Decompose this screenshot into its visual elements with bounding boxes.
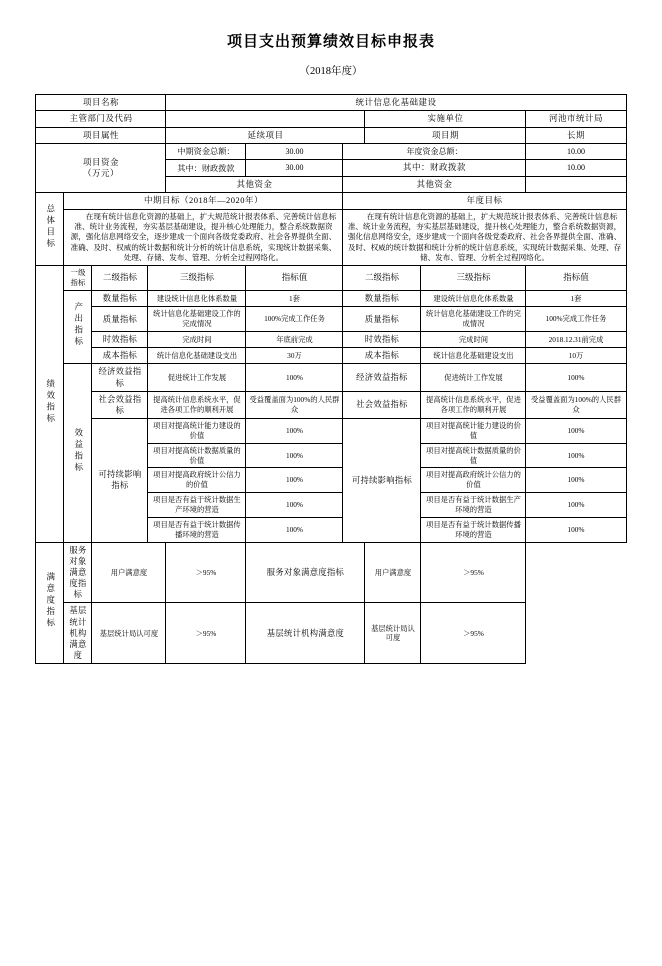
level3-label-b: 提高统计信息系统水平，促进各项工作的顺利开展: [421, 391, 526, 418]
funding-annual-fiscal-label: 其中：财政拨款: [343, 160, 526, 176]
level3-label-b: 统计信息化基础建设工作的完成情况: [421, 307, 526, 332]
indicator-value-b[interactable]: 受益覆盖面为100%的人民群众: [526, 391, 626, 418]
indicator-value[interactable]: 100%: [246, 468, 343, 493]
level2-label: 服务对象满意度指标: [64, 542, 92, 603]
indicator-value[interactable]: 100%: [246, 493, 343, 518]
level3-label: 统计信息化基础建设工作的完成情况: [148, 307, 246, 332]
midterm-goal-text: 在现有统计信息化资源的基础上，扩大规范统计报表体系、完善统计信息标准、统计业务流程，夯实基层基础建设，提升核心处理能力，整合系统数据资源，强化信息网络安全，逐步建成一个面向各级党委政府、社会各界提供全面、准确、及时、权威的统计数据和统计分析的统计信息系统，实现统计数据采集、处理、存储、发布、管理、分析全过程网络化。: [64, 209, 343, 265]
page-title: 项目支出预算绩效目标申报表: [226, 33, 435, 50]
level3-label-b: 促进统计工作发展: [421, 364, 526, 391]
indicator-value-b[interactable]: 2018.12.31前完成: [526, 331, 626, 347]
project-period-label: 项目期: [365, 127, 526, 143]
level3-label-b: 完成时间: [421, 331, 526, 347]
level3-label: 项目对提高统计能力建设的价值: [148, 419, 246, 444]
level3-label: 项目对提高统计数据质量的价值: [148, 443, 246, 468]
overall-goal-label: 总体目标: [36, 193, 64, 266]
implementing-unit-value[interactable]: 河池市统计局: [526, 111, 626, 127]
level3-label: 建设统计信息化体系数量: [148, 291, 246, 307]
funding-midterm-total-label: 中期资金总额：: [166, 144, 246, 160]
indicator-value[interactable]: 100%: [246, 364, 343, 391]
table-row: [36, 364, 626, 391]
header-level2: 二级指标: [92, 266, 148, 291]
level2-label-b: 社会效益指标: [343, 391, 421, 418]
funding-annual-fiscal-value[interactable]: 10.00: [526, 160, 626, 176]
level3-label: 促进统计工作发展: [148, 364, 246, 391]
level2-label-b: 数量指标: [343, 291, 421, 307]
table-row: [36, 331, 626, 347]
header-level1: 一级指标: [64, 266, 92, 291]
row-attribute-period: [36, 127, 626, 143]
row-funding-1: [36, 144, 626, 160]
performance-label: 绩效指标: [36, 266, 64, 542]
indicator-value-b[interactable]: 100%: [526, 468, 626, 493]
indicator-value-b[interactable]: 1套: [526, 291, 626, 307]
level3-label: 统计信息化基础建设支出: [148, 348, 246, 364]
indicator-value[interactable]: 100%: [246, 419, 343, 444]
indicator-value-b[interactable]: 100%: [526, 443, 626, 468]
level2-label: 质量指标: [92, 307, 148, 332]
level2-label: 时效指标: [92, 331, 148, 347]
funding-label-unit: （万元）: [82, 168, 119, 179]
funding-midterm-other-label: 其他资金: [166, 176, 343, 192]
performance-target-form: [35, 94, 626, 664]
annual-goal-header: 年度目标: [343, 193, 626, 209]
table-row: [36, 348, 626, 364]
level3-label-b: 项目对提高统计数据质量的价值: [421, 443, 526, 468]
indicator-value[interactable]: 1套: [246, 291, 343, 307]
level2-label-b: 经济效益指标: [343, 364, 421, 391]
row-indicator-header: [36, 266, 626, 291]
level3-label: 项目是否有益于统计数据生产环境的营造: [148, 493, 246, 518]
level3-label-b: 基层统计局认可度: [365, 603, 421, 664]
table-row: [36, 542, 626, 603]
page-subtitle: （2018年度）: [299, 66, 363, 77]
project-name-label: 项目名称: [36, 95, 166, 111]
indicator-value[interactable]: ＞95%: [166, 603, 246, 664]
implementing-unit-label: 实施单位: [365, 111, 526, 127]
level3-label-b: 建设统计信息化体系数量: [421, 291, 526, 307]
indicator-value[interactable]: 100%: [246, 517, 343, 542]
project-attribute-label: 项目属性: [36, 127, 166, 143]
level3-label: 提高统计信息系统水平，促进各项工作的顺利开展: [148, 391, 246, 418]
indicator-value-b[interactable]: 100%: [526, 419, 626, 444]
indicator-value-b[interactable]: 100%: [526, 517, 626, 542]
level3-label: 基层统计局认可度: [92, 603, 166, 664]
subgroup-sustainable-label: 可持续影响指标: [92, 419, 148, 542]
funding-midterm-fiscal-value[interactable]: 30.00: [246, 160, 343, 176]
level2-label-b: 质量指标: [343, 307, 421, 332]
level3-label: 用户满意度: [92, 542, 166, 603]
level3-label-b: 项目是否有益于统计数据生产环境的营造: [421, 493, 526, 518]
subgroup-sustainable-label-b: 可持续影响指标: [343, 419, 421, 542]
level2-label: 基层统计机构满意度: [64, 603, 92, 664]
page-root: [0, 30, 662, 966]
project-name-value[interactable]: 统计信息化基础建设: [166, 95, 626, 111]
table-row: [36, 391, 626, 418]
header-level2-b: 二级指标: [343, 266, 421, 291]
level2-label-b: 时效指标: [343, 331, 421, 347]
header-value-b: 指标值: [526, 266, 626, 291]
funding-annual-other-label: 其他资金: [343, 176, 526, 192]
level2-label: 社会效益指标: [92, 391, 148, 418]
funding-label-main: 项目资金: [82, 156, 119, 167]
indicator-value[interactable]: 30万: [246, 348, 343, 364]
level3-label-b: 项目对提高政府统计公信力的价值: [421, 468, 526, 493]
group-satisfaction-label: 满意度指标: [36, 542, 64, 664]
level2-label-b: 基层统计机构满意度: [246, 603, 365, 664]
level3-label-b: 用户满意度: [365, 542, 421, 603]
indicator-value[interactable]: 100%完成工作任务: [246, 307, 343, 332]
level3-label: 完成时间: [148, 331, 246, 347]
indicator-value[interactable]: 年底前完成: [246, 331, 343, 347]
indicator-value-b[interactable]: 100%完成工作任务: [526, 307, 626, 332]
funding-annual-total-value[interactable]: 10.00: [526, 144, 626, 160]
indicator-value[interactable]: 100%: [246, 443, 343, 468]
group-output-label: 产出指标: [64, 291, 92, 364]
level2-label-b: 成本指标: [343, 348, 421, 364]
indicator-value-b[interactable]: 100%: [526, 493, 626, 518]
midterm-goal-header: 中期目标（2018年—2020年）: [64, 193, 343, 209]
header-level3: 三级指标: [148, 266, 246, 291]
header-value: 指标值: [246, 266, 343, 291]
level2-label: 数量指标: [92, 291, 148, 307]
level2-label: 经济效益指标: [92, 364, 148, 391]
level3-label-b: 项目对提高统计能力建设的价值: [421, 419, 526, 444]
table-row: [36, 603, 626, 664]
table-row: [36, 307, 626, 332]
indicator-value-b[interactable]: 100%: [526, 364, 626, 391]
level3-label-b: 项目是否有益于统计数据传播环境的营造: [421, 517, 526, 542]
row-dept-unit: [36, 111, 626, 127]
group-benefit-label: 效益指标: [64, 364, 92, 542]
indicator-value-b[interactable]: ＞95%: [421, 603, 526, 664]
indicator-value-b[interactable]: 10万: [526, 348, 626, 364]
project-period-value[interactable]: 长期: [526, 127, 626, 143]
dept-code-value[interactable]: [166, 111, 365, 127]
table-row: [36, 419, 626, 444]
funding-annual-total-label: 年度资金总额：: [343, 144, 526, 160]
row-overall-goal-header: [36, 193, 626, 209]
funding-annual-other-value[interactable]: [526, 176, 626, 192]
indicator-value-b[interactable]: ＞95%: [421, 542, 526, 603]
header-level3-b: 三级指标: [421, 266, 526, 291]
row-overall-goal-body: [36, 209, 626, 265]
indicator-value[interactable]: 受益覆盖面为100%的人民群众: [246, 391, 343, 418]
level3-label: 项目是否有益于统计数据传播环境的营造: [148, 517, 246, 542]
level3-label-b: 统计信息化基础建设支出: [421, 348, 526, 364]
dept-code-label: 主管部门及代码: [36, 111, 166, 127]
indicator-value[interactable]: ＞95%: [166, 542, 246, 603]
table-row: [36, 291, 626, 307]
funding-midterm-total-value[interactable]: 30.00: [246, 144, 343, 160]
funding-label: [36, 144, 166, 193]
level3-label: 项目对提高政府统计公信力的价值: [148, 468, 246, 493]
annual-goal-text: 在现有统计信息化资源的基础上，扩大规范统计报表体系、完善统计信息标准、统计业务流程，夯实基层基础建设，提升核心处理能力，整合系统数据资源，强化信息网络安全，逐步建成一个面向各级党委政府、社会各界提供全面、准确、及时、权威的统计数据和统计分析的统计信息系统，实现统计数据采集、处理、存储、发布、管理、分析全过程网络化。: [343, 209, 626, 265]
project-attribute-value[interactable]: 延续项目: [166, 127, 365, 143]
level2-label: 成本指标: [92, 348, 148, 364]
level2-label-b: 服务对象满意度指标: [246, 542, 365, 603]
funding-midterm-fiscal-label: 其中：财政拨款: [166, 160, 246, 176]
row-project-name: [36, 95, 626, 111]
